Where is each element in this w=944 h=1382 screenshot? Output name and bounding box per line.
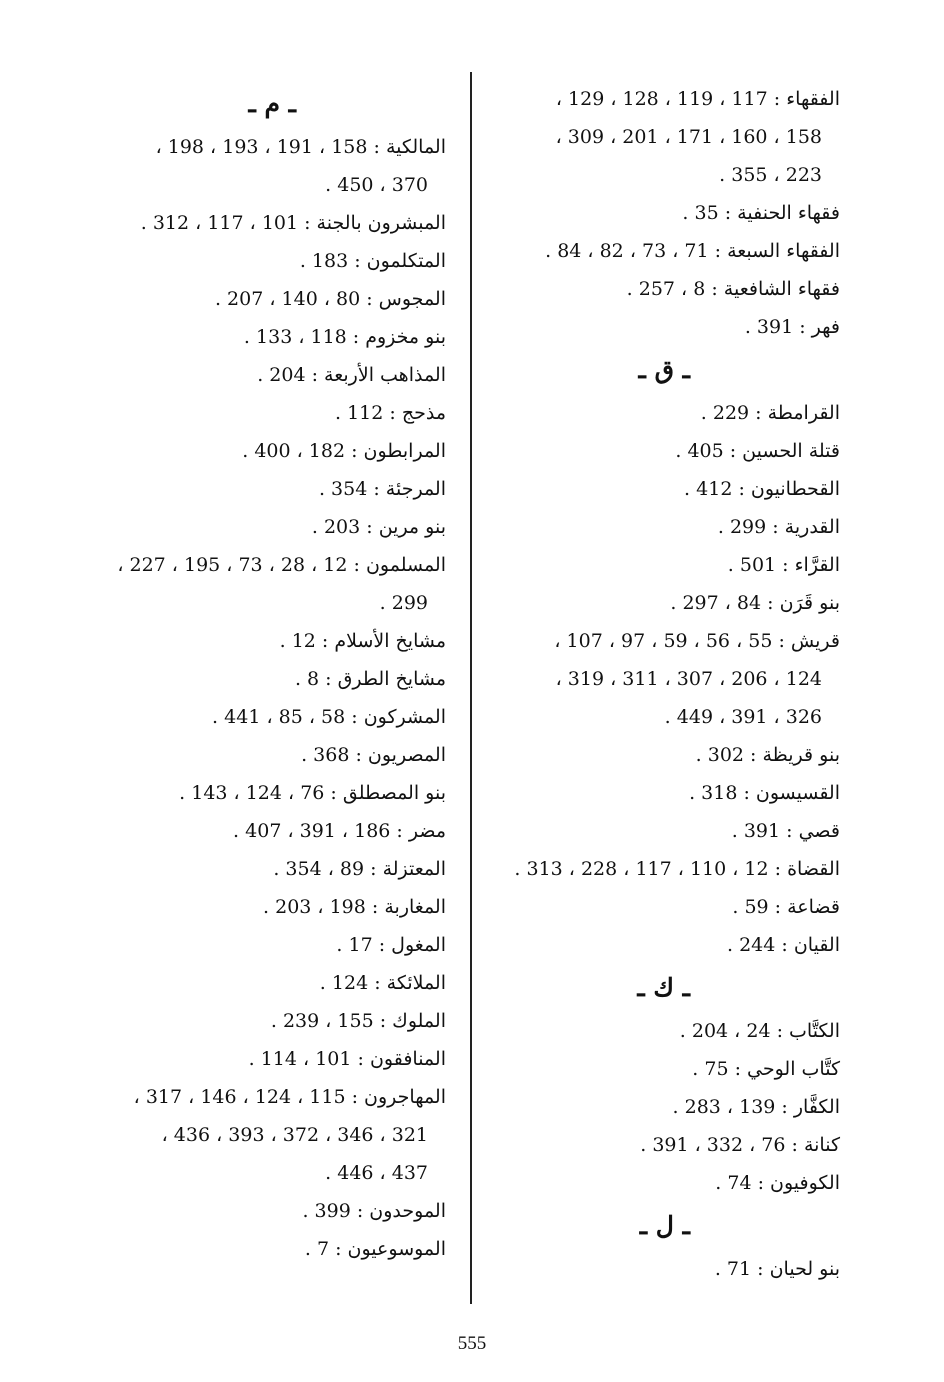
index-entry: فهر : 391 . (744, 316, 840, 338)
index-entry: المالكية : 158 ، 191 ، 193 ، 198 ، (155, 136, 446, 158)
index-entry: المنافقون : 101 ، 114 . (248, 1048, 446, 1070)
index-entry: المشركون : 58 ، 85 ، 441 . (212, 706, 446, 728)
index-entry-continuation: 223 ، 355 . (719, 164, 822, 186)
index-entry: الموسوعيون : 7 . (304, 1238, 446, 1260)
index-entry: المتكلمون : 183 . (299, 250, 446, 272)
index-entry: المذاهب الأربعة : 204 . (257, 364, 446, 386)
index-entry: المبشرون بالجنة : 101 ، 117 ، 312 . (140, 212, 446, 234)
index-entry: المرابطون : 182 ، 400 . (242, 440, 446, 462)
column-divider (470, 72, 472, 1304)
index-entry: المهاجرون : 115 ، 124 ، 146 ، 317 ، (133, 1086, 446, 1108)
index-entry-continuation: 299 . (379, 592, 428, 614)
index-entry: الملائكة : 124 . (319, 972, 446, 994)
index-entry: الكتَّاب : 24 ، 204 . (679, 1020, 840, 1042)
index-entry: مضر : 186 ، 391 ، 407 . (233, 820, 446, 842)
index-entry: قضاعة : 59 . (732, 896, 840, 918)
index-entry: القضاة : 12 ، 110 ، 117 ، 228 ، 313 . (514, 858, 840, 880)
left-index-column (101, 80, 446, 1268)
index-entry-continuation: 321 ، 346 ، 372 ، 393 ، 436 ، (161, 1124, 428, 1146)
index-entry: الموحدون : 399 . (302, 1200, 446, 1222)
index-entry: القسيسون : 318 . (689, 782, 840, 804)
index-entry: كنانة : 76 ، 332 ، 391 . (640, 1134, 840, 1156)
index-entry: المغاربة : 198 ، 203 . (263, 896, 446, 918)
index-entry: المسلمون : 12 ، 28 ، 73 ، 195 ، 227 ، (117, 554, 446, 576)
index-entry: القحطانيون : 412 . (684, 478, 840, 500)
index-entry: المرجئة : 354 . (318, 478, 446, 500)
section-letter-heading: ـ ك ـ (637, 973, 690, 1002)
index-entry: المجوس : 80 ، 140 ، 207 . (214, 288, 446, 310)
index-entry: كتَّاب الوحي : 75 . (692, 1058, 840, 1080)
index-entry-continuation: 124 ، 206 ، 307 ، 311 ، 319 ، (555, 668, 822, 690)
index-entry: بنو المصطلق : 76 ، 124 ، 143 . (179, 782, 446, 804)
right-index-column (495, 80, 840, 1288)
index-entry: بنو مخزوم : 118 ، 133 . (243, 326, 446, 348)
index-entry: المصريون : 368 . (301, 744, 446, 766)
index-entry-continuation: 437 ، 446 . (325, 1162, 428, 1184)
index-entry: بنو لحيان : 71 . (714, 1258, 840, 1280)
index-entry: قتلة الحسين : 405 . (675, 440, 840, 462)
index-entry-continuation: 326 ، 391 ، 449 . (664, 706, 822, 728)
index-entry: الكوفيون : 74 . (715, 1172, 840, 1194)
index-entry: فقهاء الشافعية : 8 ، 257 . (626, 278, 840, 300)
index-entry: مذحج : 112 . (335, 402, 446, 424)
index-entry: مشايخ الطرق : 8 . (294, 668, 446, 690)
index-entry: القرامطة : 229 . (700, 402, 840, 424)
index-entry: قصي : 391 . (731, 820, 840, 842)
index-entry: قريش : 55 ، 56 ، 59 ، 97 ، 107 ، (554, 630, 840, 652)
index-entry: فقهاء الحنفية : 35 . (682, 202, 840, 224)
section-letter-heading: ـ ق ـ (638, 355, 690, 384)
index-entry: مشايخ الأسلام : 12 . (279, 630, 446, 652)
index-entry: القدرية : 299 . (717, 516, 840, 538)
page-number: 555 (457, 1333, 487, 1354)
section-letter-heading: ـ م ـ (248, 89, 296, 118)
index-entry: الفقهاء : 117 ، 119 ، 128 ، 129 ، (555, 88, 840, 110)
index-entry: القرَّاء : 501 . (727, 554, 840, 576)
index-entry: بنو قريظة : 302 . (695, 744, 840, 766)
index-entry: الملوك : 155 ، 239 . (270, 1010, 446, 1032)
index-entry: المعتزلة : 89 ، 354 . (273, 858, 446, 880)
index-entry-continuation: 370 ، 450 . (325, 174, 428, 196)
index-entry: القيان : 244 . (727, 934, 840, 956)
index-entry: المغول : 17 . (336, 934, 446, 956)
index-entry: الفقهاء السبعة : 71 ، 73 ، 82 ، 84 . (545, 240, 840, 262)
section-letter-heading: ـ ل ـ (639, 1211, 690, 1240)
index-entry: الكفَّار : 139 ، 283 . (672, 1096, 840, 1118)
index-entry-continuation: 158 ، 160 ، 171 ، 201 ، 309 ، (555, 126, 822, 148)
index-entry: بنو مرين : 203 . (311, 516, 446, 538)
index-entry: بنو قَرَن : 84 ، 297 . (670, 592, 840, 614)
